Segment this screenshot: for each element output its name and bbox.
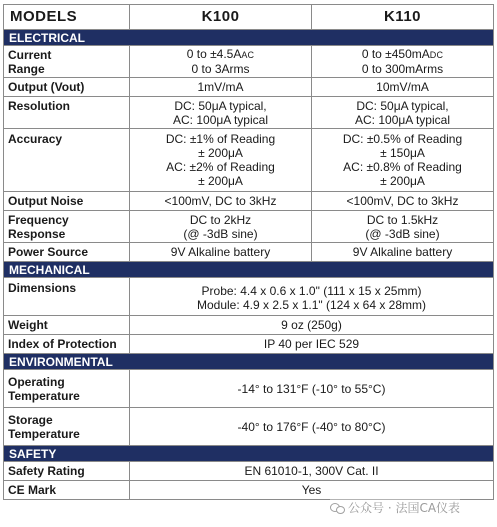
k100-power-source: 9V Alkaline battery [130,243,312,262]
value-line: ± 150μA [380,146,425,160]
value-line: 0 to 300mArms [361,62,444,76]
label-line: Response [8,226,66,241]
row-ce-mark [4,481,494,500]
row-safety-rating [4,462,494,481]
row-index-of-protection [4,335,494,354]
value-line: DC: 50μA typical, [356,98,449,113]
value-line: DC: ±0.5% of Reading [342,132,463,146]
value-line: (@ -3dB sine) [183,226,258,241]
section-environmental [4,354,494,370]
value-line: (@ -3dB sine) [365,226,440,241]
row-operating-temperature [4,370,494,408]
value-line: DC: ±1% of Reading [165,132,276,146]
row-output-noise [4,192,494,211]
label-line: Temperature [8,426,80,441]
value-weight: 9 oz (250g) [130,316,494,335]
value-subscript: DC [429,50,444,60]
wechat-icon [330,502,345,514]
label-line: Current [8,47,52,62]
k100-output-vout: 1mV/mA [130,78,312,97]
value-line: DC to 1.5kHz [366,212,439,227]
spec-table [3,4,494,500]
label-index-of-protection: Index of Protection [4,335,130,354]
row-output-vout [4,78,494,97]
k110-header: K110 [312,5,494,30]
value-line: ± 200μA [198,174,243,188]
k110-frequency-response [312,211,494,243]
section-title-safety: SAFETY [4,446,494,462]
value-operating-temperature: -14° to 131°F (-10° to 55°C) [130,370,494,408]
label-ce-mark: CE Mark [4,481,130,500]
label-output-vout: Output (Vout) [4,78,130,97]
value-line [316,47,489,62]
k110-output-vout: 10mV/mA [312,78,494,97]
label-current-range [4,46,130,78]
label-dimensions: Dimensions [4,278,130,316]
label-power-source: Power Source [4,243,130,262]
value-text: 0 to ±450mA [361,47,430,61]
row-dimensions [4,278,494,316]
value-index-of-protection: IP 40 per IEC 529 [130,335,494,354]
k100-header: K100 [130,5,312,30]
section-title-electrical: ELECTRICAL [4,30,494,46]
section-title-mechanical: MECHANICAL [4,262,494,278]
section-title-environmental: ENVIRONMENTAL [4,354,494,370]
k110-power-source: 9V Alkaline battery [312,243,494,262]
label-storage-temperature [4,408,130,446]
label-accuracy: Accuracy [4,129,130,192]
models-header-row [4,5,494,30]
k100-current-range [130,46,312,78]
value-line: AC: 100μA typical [355,112,450,127]
label-resolution: Resolution [4,97,130,129]
value-ce-mark: Yes [130,481,494,500]
k110-resolution [312,97,494,129]
row-storage-temperature [4,408,494,446]
value-line: DC: 50μA typical, [174,98,267,113]
value-line: AC: 100μA typical [173,112,268,127]
value-line [134,47,307,62]
section-mechanical [4,262,494,278]
k100-resolution [130,97,312,129]
value-subscript: AC [241,50,255,60]
k100-output-noise: <100mV, DC to 3kHz [130,192,312,211]
k110-output-noise: <100mV, DC to 3kHz [312,192,494,211]
label-line: Operating [8,374,65,389]
value-line: ± 200μA [380,174,425,188]
k110-accuracy [312,129,494,192]
label-line: Storage [8,412,53,427]
value-line: AC: ±0.8% of Reading [343,160,462,174]
value-line: AC: ±2% of Reading [166,160,275,174]
row-accuracy [4,129,494,192]
value-text: 0 to ±4.5A [186,47,242,61]
value-line: Probe: 4.4 x 0.6 x 1.0" (111 x 15 x 25mm) [201,284,422,298]
value-line: Module: 4.9 x 2.5 x 1.1" (124 x 64 x 28mm) [196,298,427,312]
watermark [330,499,460,516]
value-dimensions [130,278,494,316]
value-safety-rating: EN 61010-1, 300V Cat. II [130,462,494,481]
label-line: Temperature [8,388,80,403]
k100-frequency-response [130,211,312,243]
k110-current-range [312,46,494,78]
row-resolution [4,97,494,129]
row-weight [4,316,494,335]
label-line: Range [8,61,45,76]
label-safety-rating: Safety Rating [4,462,130,481]
row-power-source [4,243,494,262]
label-output-noise: Output Noise [4,192,130,211]
label-line: Frequency [8,212,69,227]
label-frequency-response [4,211,130,243]
models-header: MODELS [4,5,130,30]
label-operating-temperature [4,370,130,408]
watermark-text: 公众号 · 法国CA仪表 [348,501,461,515]
row-current-range [4,46,494,78]
k100-accuracy [130,129,312,192]
label-weight: Weight [4,316,130,335]
value-storage-temperature: -40° to 176°F (-40° to 80°C) [130,408,494,446]
section-safety [4,446,494,462]
value-line: ± 200μA [198,146,243,160]
row-frequency-response [4,211,494,243]
section-electrical [4,30,494,46]
value-line: DC to 2kHz [189,212,252,227]
value-line: 0 to 3Arms [191,62,250,76]
